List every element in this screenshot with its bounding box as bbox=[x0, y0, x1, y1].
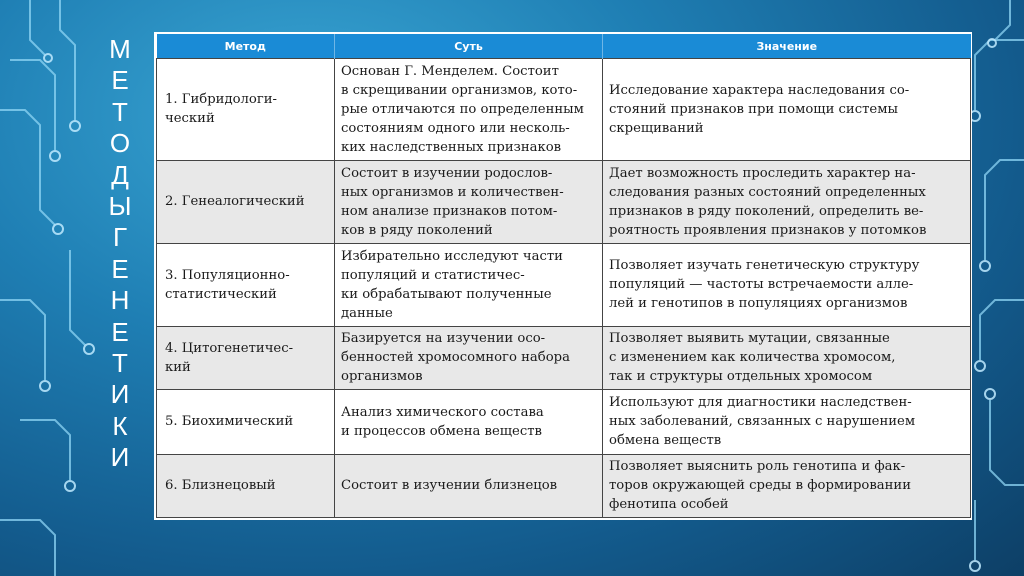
cell-essence: Состоит в изучении родослов- ных организмов и количествен- ном анализе признаков потом- ков в ряду поколений bbox=[335, 160, 603, 243]
header-method: Метод bbox=[157, 34, 335, 59]
cell-essence: Основан Г. Менделем. Состоит в скрещивании организмов, кото- рые отличаются по определенным состояниям одного или несколь- ких наследственных признаков bbox=[335, 59, 603, 161]
table-row bbox=[157, 389, 971, 454]
cell-meaning: Позволяет выявить мутации, связанные с изменением как количества хромосом, так и структуры отдельных хромосом bbox=[603, 326, 971, 389]
table-header-row bbox=[157, 34, 971, 59]
cell-meaning: Используют для диагностики наследствен- ных заболеваний, связанных с нарушением обмена веществ bbox=[603, 389, 971, 454]
table-row bbox=[157, 326, 971, 389]
vertical-title-letter: И bbox=[110, 442, 130, 473]
vertical-slide-title bbox=[100, 34, 140, 474]
cell-meaning: Позволяет выяснить роль генотипа и фак- торов окружающей среды в формировании фенотипа особей bbox=[603, 454, 971, 517]
cell-essence: Базируется на изучении осо- бенностей хромосомного набора организмов bbox=[335, 326, 603, 389]
cell-method: 3. Популяционно- статистический bbox=[157, 244, 335, 326]
vertical-title-letter: Ы bbox=[108, 191, 132, 222]
header-essence: Суть bbox=[335, 34, 603, 59]
table-row bbox=[157, 454, 971, 517]
vertical-title-letter: Г bbox=[112, 222, 128, 253]
cell-method: 6. Близнецовый bbox=[157, 454, 335, 517]
header-meaning: Значение bbox=[603, 34, 971, 59]
methods-table-container bbox=[154, 32, 972, 520]
genetics-methods-table bbox=[156, 34, 971, 518]
vertical-title-letter: Н bbox=[110, 285, 130, 316]
cell-meaning: Позволяет изучать генетическую структуру популяций — частоты встречаемости алле- лей и генотипов в популяциях организмов bbox=[603, 244, 971, 326]
table-row bbox=[157, 160, 971, 243]
cell-essence: Состоит в изучении близнецов bbox=[335, 454, 603, 517]
cell-method: 1. Гибридологи- ческий bbox=[157, 59, 335, 161]
vertical-title-letter: Т bbox=[112, 96, 128, 127]
vertical-title-letter: Е bbox=[111, 65, 129, 96]
cell-meaning: Дает возможность проследить характер на- следования разных состояний определенных признаков в ряду поколений, определить ве- роятность проявления признаков у потомков bbox=[603, 160, 971, 243]
vertical-title-letter: Д bbox=[111, 159, 129, 190]
table-row bbox=[157, 59, 971, 161]
table-row bbox=[157, 244, 971, 326]
cell-essence: Избирательно исследуют части популяций и статистичес- ки обрабатывают полученные данные bbox=[335, 244, 603, 326]
cell-meaning: Исследование характера наследования со- стояний признаков при помощи системы скрещиваний bbox=[603, 59, 971, 161]
vertical-title-letter: Е bbox=[111, 316, 129, 347]
vertical-title-letter: Е bbox=[111, 253, 129, 284]
vertical-title-letter: М bbox=[109, 34, 131, 64]
vertical-title-letter: Т bbox=[112, 348, 128, 379]
vertical-title-letter: К bbox=[112, 410, 128, 441]
vertical-title-letter: О bbox=[109, 128, 131, 159]
cell-method: 2. Генеалогический bbox=[157, 160, 335, 243]
cell-method: 5. Биохимический bbox=[157, 389, 335, 454]
vertical-title-letter: И bbox=[110, 379, 130, 410]
cell-essence: Анализ химического состава и процессов обмена веществ bbox=[335, 389, 603, 454]
cell-method: 4. Цитогенетичес- кий bbox=[157, 326, 335, 389]
